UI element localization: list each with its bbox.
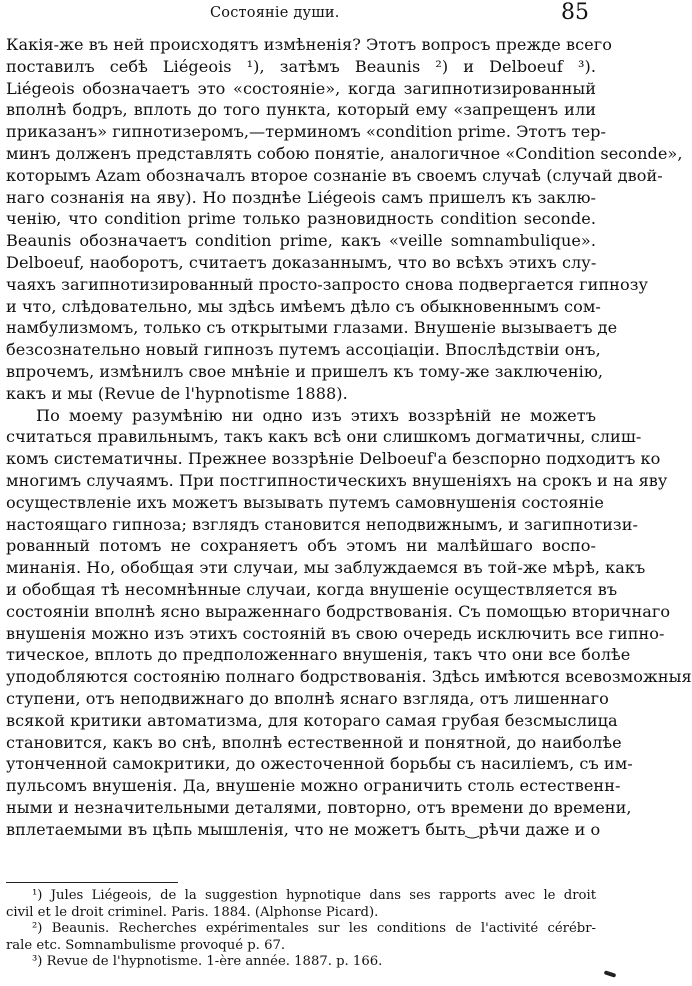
footnote-line: ²) Beaunis. Recherches expérimentales sur les conditions de l'activité cérébr- <box>32 921 596 937</box>
text-line: тическое, вплоть до предположеннаго внушенія, такъ что они все болѣе <box>6 645 631 665</box>
text-line: которымъ Azam обозначалъ второе сознаніе въ своемъ случаѣ (случай двой- <box>6 165 663 185</box>
page-number: 85 <box>561 0 589 25</box>
text-line: намбулизмомъ, только съ открытыми глазами. Внушеніе вызываетъ де <box>6 318 618 338</box>
footnote-line: civil et le droit criminel. Paris. 1884. (Alphonse Picard). <box>6 904 379 920</box>
text-line: какъ и мы (Revue de l'hypnotisme 1888). <box>6 383 348 403</box>
text-line: минъ долженъ представлять собою понятіе, аналогичное «Condition seconde», <box>6 143 683 163</box>
text-line: и обобщая тѣ несомнѣнные случаи, когда внушеніе осуществляется въ <box>6 579 618 599</box>
text-line: многимъ случаямъ. При постгипностическихъ внушеніяхъ на срокъ и на яву <box>6 470 668 490</box>
running-title: Состояніе души. <box>210 5 340 21</box>
text-line: уподобляются состоянію полнаго бодрствованія. Здѣсь имѣются всевозможныя <box>6 667 692 687</box>
text-line: вполнѣ бодръ, вплоть до того пункта, который ему «запрещенъ или <box>6 100 596 120</box>
text-line: внушенія можно изъ этихъ состояній въ свою очередь исключить все гипно- <box>6 623 665 643</box>
footnotes <box>6 888 596 971</box>
text-line: вплетаемыми въ цѣпь мышленія, что не можетъ быть‿рѣчи даже и о <box>6 819 601 839</box>
text-line: Beaunis обозначаетъ condition prime, какъ «veille somnambulique». <box>6 231 596 251</box>
footnote-line: ³) Revue de l'hypnotisme. 1-ère année. 1887. p. 166. <box>32 954 383 970</box>
text-line: ченію, что condition prime только разновидность condition seconde. <box>6 209 596 229</box>
footnote-line: rale etc. Somnambulisme provoqué p. 67. <box>6 937 286 953</box>
text-line: безсознательно новый гипнозъ путемъ ассоціаціи. Впослѣдствіи онъ, <box>6 340 601 360</box>
text-line: впрочемъ, измѣнилъ свое мнѣніе и пришелъ къ тому-же заключенію, <box>6 361 604 381</box>
text-line: комъ систематичны. Прежнее воззрѣніе Delboeuf'а безспорно подходитъ ко <box>6 449 661 469</box>
text-line: ными и незначительными деталями, повторно, отъ времени до времени, <box>6 797 632 817</box>
text-line: рованный потомъ не сохраняетъ объ этомъ ни малѣйшаго воспо- <box>6 536 596 556</box>
page-header <box>0 2 620 32</box>
text-line: настоящаго гипноза; взглядъ становится неподвижнымъ, и загипнотизи- <box>6 514 639 534</box>
text-line: поставилъ себѣ Liégeois ¹), затѣмъ Beaunis ²) и Delboeuf ³). <box>6 56 596 76</box>
footnote-divider <box>6 882 178 883</box>
text-line: приказанъ» гипнотизеромъ,—терминомъ «condition prime. Этотъ тер- <box>6 122 607 142</box>
scan-mark <box>604 970 617 978</box>
text-line: наго сознанія на яву). Но позднѣе Liégeois самъ пришелъ къ заклю- <box>6 187 596 207</box>
text-line: Какія-же въ ней происходятъ измѣненія? Этотъ вопросъ прежде всего <box>6 35 612 54</box>
main-text <box>6 34 692 840</box>
text-line: Liégeois обозначаетъ это «состояніе», когда загипнотизированный <box>6 78 596 98</box>
text-line: всякой критики автоматизма, для котораго самая грубая безсмыслица <box>6 710 618 730</box>
text-line: становится, какъ во снѣ, вполнѣ естественной и понятной, до наиболѣе <box>6 732 622 752</box>
text-line: ступени, отъ неподвижнаго до вполнѣ яснаго взгляда, отъ лишеннаго <box>6 688 609 708</box>
text-line: считаться правильнымъ, такъ какъ всѣ они слишкомъ догматичны, слиш- <box>6 427 642 447</box>
text-line: и что, слѣдовательно, мы здѣсь имѣемъ дѣло съ обыкновеннымъ сом- <box>6 296 601 316</box>
footnote-line: ¹) Jules Liégeois, de la suggestion hypnotique dans ses rapports avec le droit <box>32 888 596 903</box>
text-line: Delboeuf, наоборотъ, считаетъ доказаннымъ, что во всѣхъ этихъ слу- <box>6 252 597 272</box>
text-line: осуществленіе ихъ можетъ вызывать путемъ самовнушенія состояніе <box>6 492 604 512</box>
text-line: минанія. Но, обобщая эти случаи, мы заблуждаемся въ той-же мѣрѣ, какъ <box>6 558 646 578</box>
paragraph-start-line: По моему разумѣнію ни одно изъ этихъ воззрѣній не можетъ <box>36 405 596 425</box>
text-line: чаяхъ загипнотизированный просто-запросто снова подвергается гипнозу <box>6 274 649 294</box>
text-line: утонченной самокритики, до ожесточенной борьбы съ насиліемъ, съ им- <box>6 754 633 774</box>
text-line: пульсомъ внушенія. Да, внушеніе можно ограничить столь естественн- <box>6 776 621 796</box>
text-line: состояніи вполнѣ ясно выраженнаго бодрствованія. Съ помощью вторичнаго <box>6 601 671 621</box>
